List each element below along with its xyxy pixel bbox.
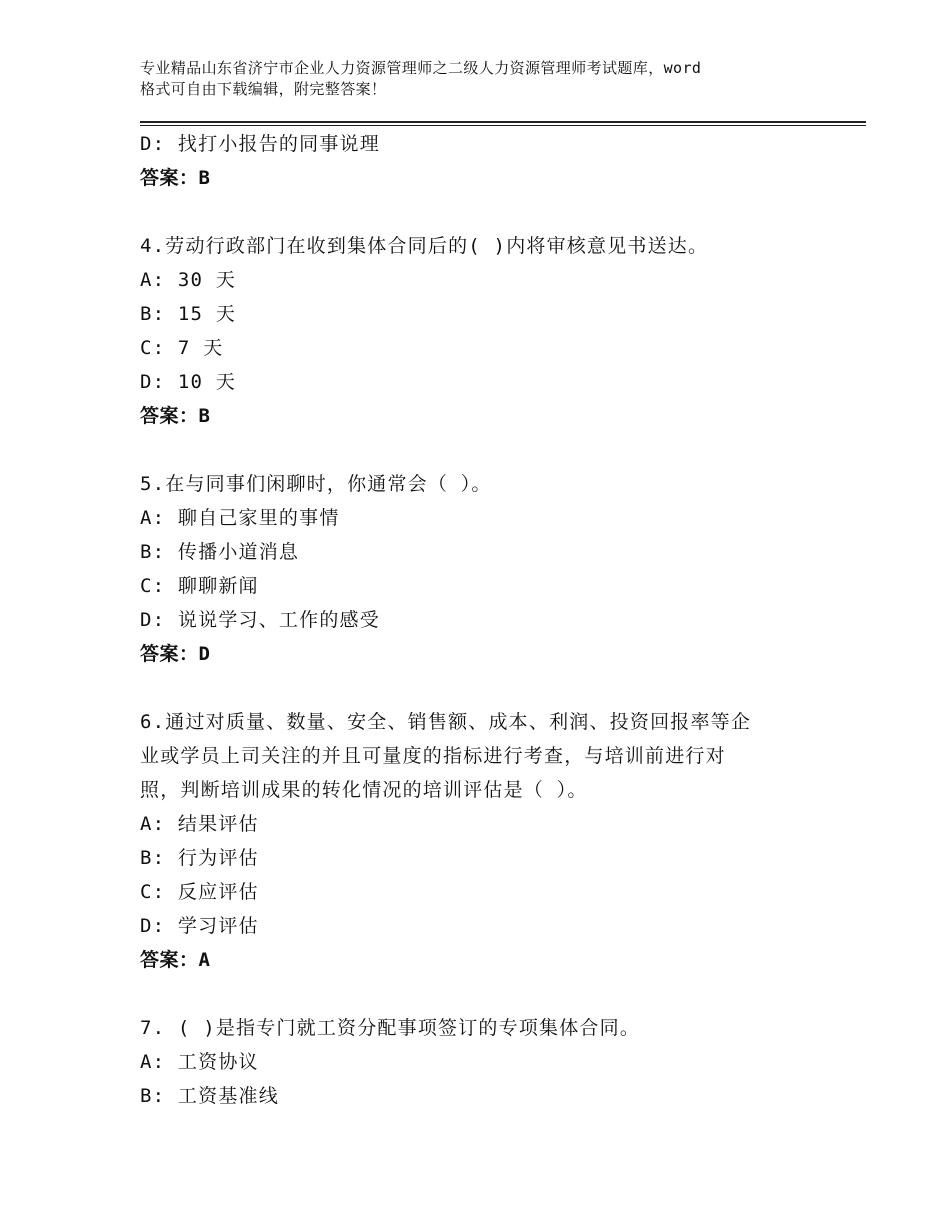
question-4 [140, 229, 840, 433]
option-d: D: 10 天 [140, 371, 237, 393]
answer: 答案：B [140, 405, 211, 427]
option-a: A: 结果评估 [140, 813, 259, 835]
option-a: A: 工资协议 [140, 1051, 259, 1073]
question-stem: 7. ( )是指专门就工资分配事项签订的专项集体合同。 [140, 1017, 641, 1039]
option-d: D: 学习评估 [140, 915, 259, 937]
option-b: B: 传播小道消息 [140, 541, 300, 563]
option-a: A: 30 天 [140, 269, 237, 291]
question-stem-line-1: 6.通过对质量、数量、安全、销售额、成本、利润、投资回报率等企 [140, 711, 752, 733]
question-stem-line-3: 照，判断培训成果的转化情况的培训评估是（ ）。 [140, 779, 588, 801]
option-c: C: 聊聊新闻 [140, 575, 259, 597]
answer: 答案：A [140, 949, 211, 971]
question-7 [140, 1011, 840, 1113]
option-b: B: 行为评估 [140, 847, 259, 869]
question-6 [140, 705, 840, 977]
option-c: C: 反应评估 [140, 881, 259, 903]
header-line-1: 专业精品山东省济宁市企业人力资源管理师之二级人力资源管理师考试题库，word [140, 59, 702, 77]
header-rule-thin [140, 125, 866, 126]
option-c: C: 7 天 [140, 337, 224, 359]
document-header [140, 58, 830, 100]
option-b: B: 工资基准线 [140, 1085, 279, 1107]
spacer [140, 671, 840, 705]
spacer [140, 195, 840, 229]
spacer [140, 433, 840, 467]
question-3-tail [140, 127, 840, 195]
question-5 [140, 467, 840, 671]
option-a: A: 聊自己家里的事情 [140, 507, 340, 529]
question-stem: 5.在与同事们闲聊时，你通常会（ ）。 [140, 473, 492, 495]
answer: 答案：B [140, 167, 211, 189]
answer: 答案：D [140, 643, 211, 665]
question-stem-line-2: 业或学员上司关注的并且可量度的指标进行考查，与培训前进行对 [140, 745, 726, 767]
option-b: B: 15 天 [140, 303, 237, 325]
header-rule-thick [140, 121, 866, 123]
question-stem: 4.劳动行政部门在收到集体合同后的( )内将审核意见书送达。 [140, 235, 709, 257]
spacer [140, 977, 840, 1011]
header-line-2: 格式可自由下载编辑，附完整答案！ [140, 80, 387, 98]
option-d: D: 说说学习、工作的感受 [140, 609, 380, 631]
question-list [140, 127, 840, 1113]
option-d: D: 找打小报告的同事说理 [140, 133, 380, 155]
